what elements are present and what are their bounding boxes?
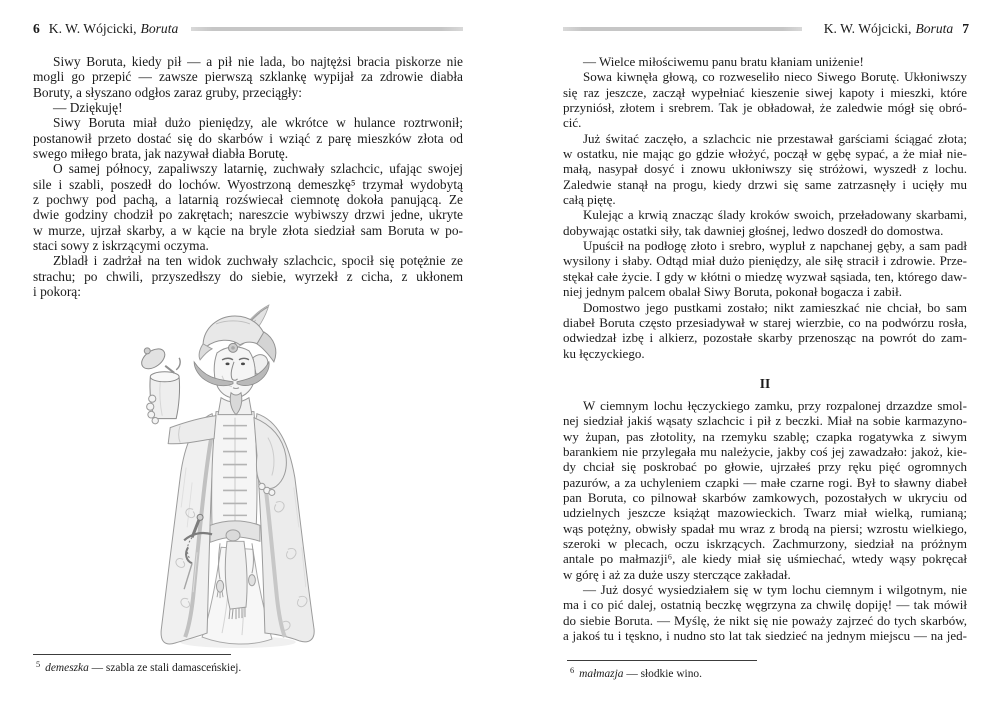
text-line: — Już dosyć wysiedziałem się w tym lochu ciemnym i wilgotnym, nie: [583, 582, 967, 598]
left-header-rule: [191, 27, 463, 31]
nobleman-drawing: [136, 298, 336, 652]
text-line: swego miłego brata, jak nazywał diabła Borutę.: [33, 146, 289, 162]
boruta-illustration: [136, 298, 336, 652]
right-body-text-part1: [563, 54, 967, 361]
footnote-rule: [567, 660, 757, 661]
footnote-marker: 5: [36, 660, 41, 669]
left-page-number: 6: [33, 21, 40, 36]
right-header-book-title: Boruta: [915, 21, 954, 36]
footnote-rule: [33, 654, 231, 655]
figure-torso: [212, 412, 257, 532]
text-line: — Wielce miłościwemu panu bratu kłaniam uniżenie!: [583, 54, 864, 69]
text-line: przyniósł, złotem i srebrem. Tak je obładował, że zaledwie mógł się obró-: [563, 100, 967, 116]
left-body-text: [33, 54, 463, 300]
text-line: się raz jeszcze, zaczął wypełniać kieszenie siwej kapoty i mieszki, które: [563, 84, 967, 100]
text-line: antale po małmazji⁶, ale kiedy miał się uśmiechać, wtedy wąsy pokręcał: [563, 551, 967, 567]
text-line: Boruty, a słyszano odgłos zaraz gruby, przeciągły:: [33, 84, 302, 100]
left-header-book-title: Boruta: [140, 21, 179, 36]
text-line: w górę i aż za duże uszy sterczące zakładał.: [563, 566, 791, 582]
text-line: wąs potężny, obwisły spadał mu wraz z brodą na piersi; wzrostu wielkiego,: [563, 520, 967, 536]
text-line: w ostatku, nie mając go gdzie włożyć, począł w gębę sypać, a że miał nie-: [563, 146, 967, 162]
section-heading: II: [759, 376, 771, 391]
figure-tankard-arm: [138, 345, 216, 444]
text-line: Siwy Boruta, kiedy pił — a pił nie lada, bo najtężsi bracia piskorze nie: [53, 54, 463, 69]
text-line: Zaledwie stanął na progu, kiedy drzwi się same zatrzasnęły i ucięły mu: [563, 176, 967, 192]
text-line: stękał całe życie. I gdy w kłótni o miedzę wyzwał sąsiada, ten, którego daw-: [563, 268, 967, 284]
footnote-text: [33, 658, 463, 675]
text-line: całą piętę.: [563, 192, 616, 208]
left-header-author: K. W. Wójcicki,: [48, 21, 137, 36]
text-line: postanowił przeto dostać się do skarbów i wziąć z parę mieszków złota od: [33, 130, 463, 146]
footnote-definition: — szabla ze stali damasceńskiej.: [91, 662, 242, 674]
text-line: Upuścił na podłogę złoto i srebro, wypluł z napchanej gęby, a sam padł: [583, 238, 967, 254]
text-line: sile i szabli, poszedł do lochów. Wyostrzoną demeszkę⁵ trzymał wydobytą: [33, 176, 463, 192]
text-line: i pokorą:: [33, 284, 81, 300]
text-line: z pochwy pod pachą, a latarnią rozświecał ciemnotę dokoła panującą. Ze: [33, 192, 463, 208]
text-line: Zbladł i zadrżał na ten widok zuchwały szlachcic, spocił się potężnie ze: [53, 253, 463, 269]
text-line: nej siedział jakiś wąsaty szlachcic i pił z beczki. Miał na sobie karmazyno-: [563, 413, 967, 429]
right-page-header: [563, 21, 969, 37]
text-line: udzielnych jeszcze książąt mazowieckich. Twarz miał wielką, rumianą;: [563, 505, 967, 521]
right-body-text-part2: [563, 398, 967, 644]
text-line: O samej północy, zapaliwszy latarnię, zuchwały szlachcic, ufając swojej: [53, 161, 463, 177]
text-line: dobywając ostatki siły, tak dawniej głośnej, ledwo doszedł do domostwa.: [563, 222, 944, 238]
text-line: małą, nasypał dosyć i znowu ukłoniwszy się stróżowi, wyszedł z lochu.: [563, 161, 967, 177]
footnote-term: małmazja: [579, 668, 624, 680]
text-line: odwiedzał izbę i alkierz, pozostałe skarby przenosząc na powrót do zam-: [563, 330, 967, 346]
text-line: pazurów, a za uchyleniem czapki — małe czarne rogi. Był to sławny diabeł: [563, 474, 967, 490]
left-footnote: [33, 654, 463, 675]
footnote-definition: — słodkie wino.: [626, 668, 702, 680]
right-header-author: K. W. Wójcicki,: [823, 21, 912, 36]
text-line: a jakoś tu i tęskno, i nudno sto lat tak siedzieć na jednym miejscu — na jed-: [563, 628, 967, 644]
right-header-rule: [563, 27, 802, 31]
text-line: ma i co pić dalej, ostatnią beczkę węgrzyna za chwilę dopiję! — tak mówił: [563, 597, 967, 613]
text-line: ku łęczyckiego.: [563, 345, 645, 361]
footnote-marker: 6: [570, 666, 575, 675]
text-line: strachu; po chwili, przyszedłszy do siebie, wyrzekł z cicha, z ukłonem: [33, 268, 463, 284]
left-page-header: [33, 21, 463, 37]
text-line: Sowa kiwnęła głową, co rozweseliło nieco Siwego Borutę. Ukłoniwszy: [583, 69, 967, 85]
footnote-term: demeszka: [45, 662, 89, 674]
figure-head: [194, 347, 269, 415]
text-line: pan Boruta, co pilnował skarbów zamkowych, pozostałych w ukryciu od: [563, 490, 967, 506]
text-line: staci sowy z iskrzącymi oczyma.: [33, 238, 209, 254]
text-line: diabeł Boruta często przesiadywał w starej wierzbie, co na podwórzu rosła,: [563, 314, 967, 330]
text-line: dy chciał się poskrobać po głowie, ujrzałeś przy ręku pięć ogromnych: [563, 459, 967, 475]
text-line: cić.: [563, 115, 582, 131]
right-footnote: [567, 660, 967, 681]
text-line: — Dziękuję!: [53, 100, 123, 116]
right-page-number: 7: [962, 21, 969, 36]
text-line: Domostwo jego pustkami zostało; nikt zamieszkać nie chciał, bo sam: [583, 299, 967, 315]
text-line: barankiem nie przylegała mu należycie, jakby coś jej zawadzało: jakoż, kie-: [563, 444, 967, 460]
text-line: W ciemnym lochu łęczyckiego zamku, przy rozpalonej drzazdze smol-: [583, 398, 967, 413]
text-line: Siwy Boruta miał dużo pieniędzy, ale wkrótce w hulance roztrwonił;: [53, 115, 463, 131]
text-line: niej jednym palcem obalał Siwy Boruta, pokonał bogacza i zabił.: [563, 284, 902, 300]
text-line: wy żupan, pas złotolity, na rzemyku szablę; czapka rogatywka z siwym: [563, 428, 967, 444]
text-line: Już świtać zaczęło, a szlachcic nie przestawał garściami ściągać złota;: [583, 130, 967, 146]
text-line: szeroki w plecach, oczu iskrzących. Zachmurzony, siedział na próżnym: [563, 536, 967, 552]
text-line: Kulejąc a krwią znacząc ślady kroków swoich, przeładowany skarbami,: [583, 207, 967, 223]
text-line: dwie godziny chodził po zakrętach; nareszcie wybiwszy drzwi jedne, ukryte: [33, 207, 463, 223]
text-line: w murze, ujrzał skarby, a w kącie na bryle złota siedział sam Boruta w po-: [33, 222, 463, 238]
text-line: wysilony i słaby. Odtąd miał dużo pieniędzy, ale siłę stracił i zdrowie. Prze-: [563, 253, 967, 269]
footnote-text: [567, 664, 967, 681]
text-line: mogli go przepić — zawsze pierwszą szklankę wypijał za zdrowie diabła: [33, 69, 463, 85]
text-line: do siebie Boruta. — Myślę, że nikt się nie poważy zajrzeć do tych skarbów,: [563, 612, 967, 628]
